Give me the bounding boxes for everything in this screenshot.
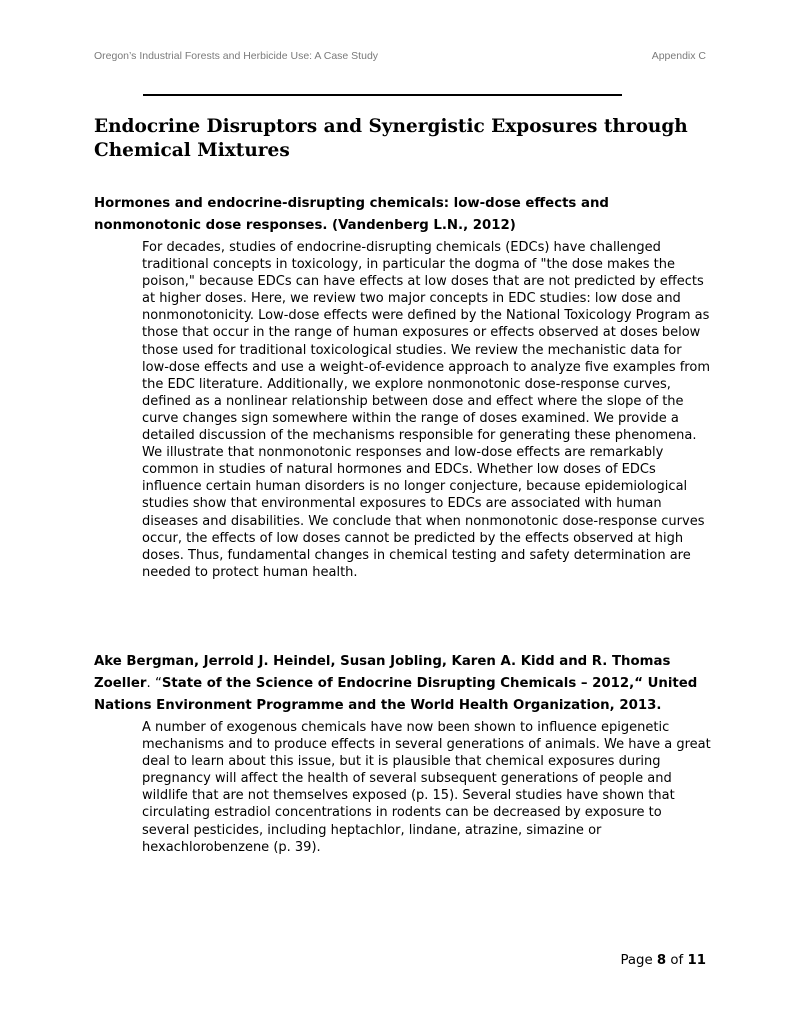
page-title: Endocrine Disruptors and Synergistic Exposures through Chemical Mixtures [94, 116, 688, 161]
reference-entry [94, 193, 714, 581]
reference-citation [94, 651, 714, 717]
page-word: Page [620, 953, 653, 968]
reference-citation: Hormones and endocrine-disrupting chemicals: low-dose effects and nonmonotonic dose responses. (Vandenberg L.N., 2012) [94, 196, 609, 233]
reference-entry [94, 651, 714, 856]
citation-title: State of the Science of Endocrine Disrupting Chemicals – 2012,“ United Nations Environment Programme and the World Health Organization, 2013. [94, 676, 698, 713]
header-appendix-label: Appendix C [651, 50, 706, 62]
reference-abstract: A number of exogenous chemicals have now been shown to influence epigenetic mechanisms and to produce effects in several generations of animals. We have a great deal to learn about this issue, but it is plausible that chemical exposures during pregnancy will affect the health of several subsequent generations of people and wildlife that are not themselves exposed (p. 15). Several studies have shown that circulating estradiol concentrations in rodents can be decreased by exposure to several pesticides, including heptachlor, lindane, atrazine, simazine or hexachlorobenzene (p. 39). [142, 720, 711, 855]
header-document-title: Oregon’s Industrial Forests and Herbicide Use: A Case Study [94, 50, 379, 62]
page-total: 11 [687, 953, 706, 968]
reference-abstract: For decades, studies of endocrine-disrupting chemicals (EDCs) have challenged traditional concepts in toxicology, in particular the dogma of "the dose makes the poison," because EDCs can have effects at low doses that are not predicted by effects at higher doses. Here, we review two major concepts in EDC studies: low dose and nonmonotonicity. Low-dose effects were defined by the National Toxicology Program as those that occur in the range of human exposures or effects observed at doses below those used for traditional toxicological studies. We review the mechanistic data for low-dose effects and use a weight-of-evidence approach to analyze five examples from the EDC literature. Additionally, we explore nonmonotonic dose-response curves, defined as a nonlinear relationship between dose and effect where the slope of the curve changes sign somewhere within the range of doses examined. We provide a detailed discussion of the mechanisms responsible for generating these phenomena. We illustrate that nonmonotonic responses and low-dose effects are remarkably common in studies of natural hormones and EDCs. Whether low doses of EDCs influence certain human disorders is no longer conjecture, because epidemiological studies show that environmental exposures to EDCs are associated with human diseases and disabilities. We conclude that when nonmonotonic dose-response curves occur, the effects of low doses cannot be predicted by the effects observed at high doses. Thus, fundamental changes in chemical testing and safety determination are needed to protect human health. [142, 240, 710, 580]
of-word: of [670, 953, 684, 968]
citation-separator: . “ [146, 676, 162, 691]
title-rule [143, 94, 622, 96]
page-number [620, 953, 706, 968]
page-current: 8 [656, 953, 667, 968]
citation-authors: Ake Bergman, Jerrold J. Heindel, Susan Jobling, Karen A. Kidd and R. Thomas Zoeller [94, 654, 671, 691]
